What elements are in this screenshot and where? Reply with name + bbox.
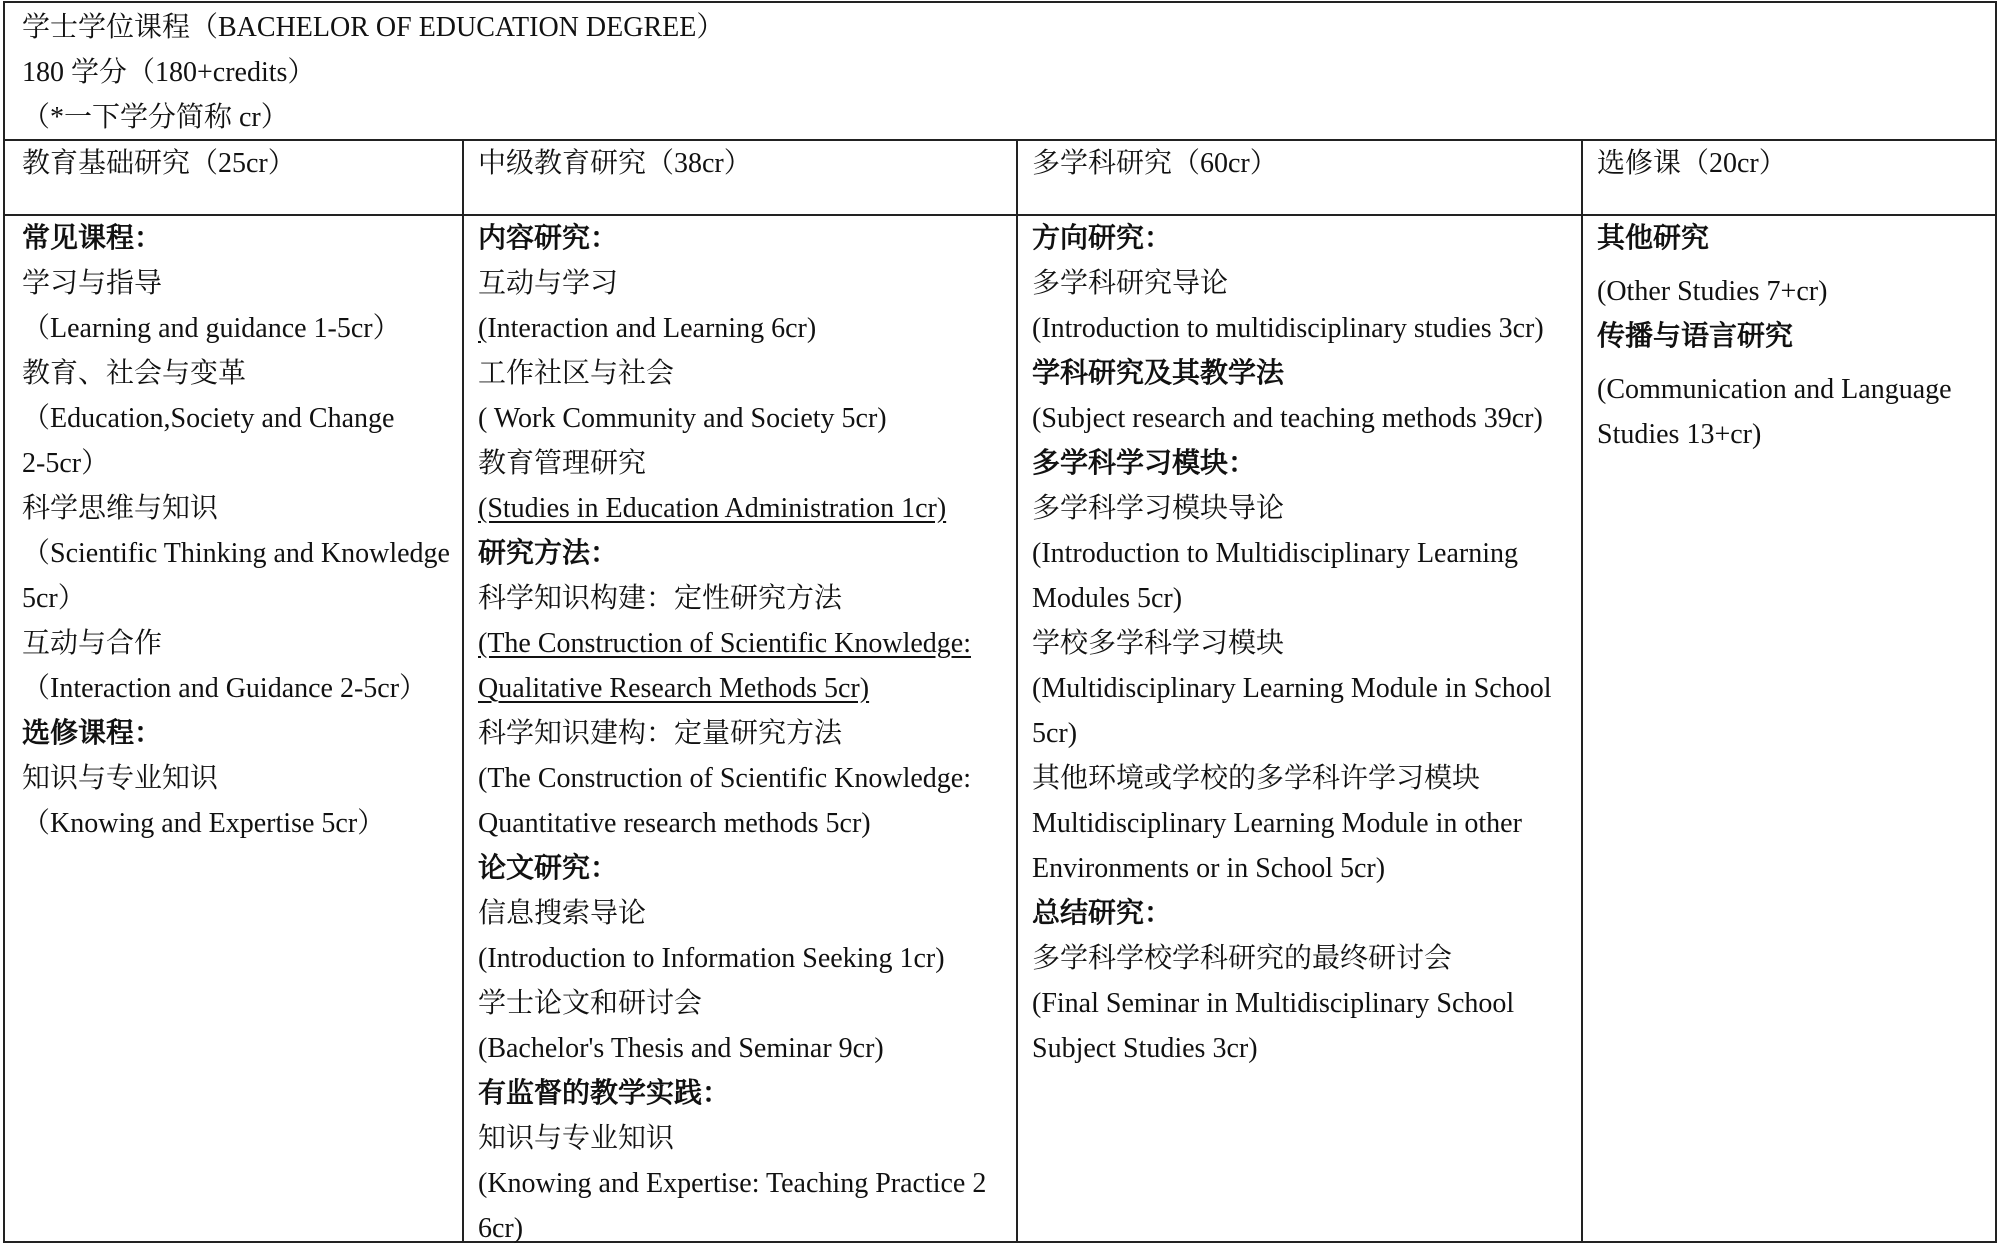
column-divider-2	[1016, 139, 1018, 1241]
course-detail: Subject Studies 3cr)	[1032, 1033, 1258, 1064]
column-title-intermediate: 中级教育研究（38cr）	[478, 148, 752, 179]
section-heading: 方向研究：	[1032, 223, 1173, 254]
course-detail: Multidisciplinary Learning Module in other	[1032, 808, 1522, 839]
foundation-course-list	[22, 216, 452, 846]
course-detail: （Scientific Thinking and Knowledge	[22, 538, 450, 569]
course-detail: Quantitative research methods 5cr)	[478, 808, 871, 839]
multidisciplinary-course-list	[1032, 216, 1572, 1071]
course-name: 知识与专业知识	[478, 1123, 675, 1154]
course-name: 互动与学习	[478, 268, 619, 299]
course-name: 学士论文和研讨会	[478, 988, 703, 1019]
course-name: 多学科学习模块导论	[1032, 493, 1285, 524]
course-name: 教育、社会与变革	[22, 358, 247, 389]
course-detail: （Interaction and Guidance 2-5cr）	[22, 673, 428, 704]
course-name: 多学科研究导论	[1032, 268, 1229, 299]
column-divider-3	[1581, 139, 1583, 1241]
section-heading: 论文研究：	[478, 853, 619, 884]
course-detail: (The Construction of Scientific Knowledge:	[478, 763, 971, 794]
course-name: 教育管理研究	[478, 448, 647, 479]
course-detail: 5cr)	[1032, 718, 1078, 749]
course-name: 知识与专业知识	[22, 763, 219, 794]
section-heading: 总结研究：	[1032, 898, 1173, 929]
course-detail-text: Interaction and Learning 6cr)	[487, 313, 817, 344]
course-name: 科学知识建构：定量研究方法	[478, 718, 843, 749]
course-name: 工作社区与社会	[478, 358, 675, 389]
underlined-parenthesis: (	[478, 313, 488, 344]
course-detail: (Introduction to Multidisciplinary Learning	[1032, 538, 1519, 569]
course-detail: （Knowing and Expertise 5cr）	[22, 808, 386, 839]
credit-note: （*一下学分简称 cr）	[22, 102, 289, 133]
course-detail: (Knowing and Expertise: Teaching Practice 2	[478, 1168, 987, 1199]
course-table	[3, 1, 1997, 1243]
section-heading: 内容研究：	[478, 223, 619, 254]
column-title-electives: 选修课（20cr）	[1597, 148, 1787, 179]
section-heading: 选修课程：	[22, 718, 163, 749]
course-detail: Studies 13+cr)	[1597, 419, 1762, 450]
degree-credits: 180 学分（180+credits）	[22, 57, 316, 88]
course-detail: ( Work Community and Society 5cr)	[478, 403, 887, 434]
course-detail: 2-5cr）	[22, 448, 110, 479]
course-detail: (Multidisciplinary Learning Module in School	[1032, 673, 1552, 704]
course-name: 互动与合作	[22, 628, 163, 659]
course-name: 多学科学校学科研究的最终研讨会	[1032, 943, 1453, 974]
course-detail: Environments or in School 5cr)	[1032, 853, 1386, 884]
course-detail: (Subject research and teaching methods 39cr)	[1032, 403, 1543, 434]
course-detail: (The Construction of Scientific Knowledge:	[478, 628, 971, 659]
course-detail: （Learning and guidance 1-5cr）	[22, 313, 401, 344]
section-heading: 有监督的教学实践：	[478, 1078, 731, 1109]
column-title-foundation: 教育基础研究（25cr）	[22, 148, 296, 179]
intermediate-course-list	[478, 216, 998, 1251]
section-heading: 其他研究	[1597, 223, 1710, 254]
course-detail: 6cr)	[478, 1213, 524, 1244]
section-heading: 传播与语言研究	[1597, 321, 1794, 352]
course-detail: (Studies in Education Administration 1cr)	[478, 493, 947, 524]
section-heading: 研究方法：	[478, 538, 619, 569]
section-heading: 常见课程：	[22, 223, 163, 254]
course-name: 学校多学科学习模块	[1032, 628, 1285, 659]
course-detail	[478, 306, 998, 351]
course-detail: (Bachelor's Thesis and Seminar 9cr)	[478, 1033, 884, 1064]
course-detail: (Other Studies 7+cr)	[1597, 276, 1828, 307]
course-name: 科学知识构建：定性研究方法	[478, 583, 843, 614]
course-detail: (Introduction to Information Seeking 1cr)	[478, 943, 945, 974]
column-divider-1	[462, 139, 464, 1241]
course-detail: （Education,Society and Change	[22, 403, 395, 434]
course-name: 其他环境或学校的多学科许学习模块	[1032, 763, 1481, 794]
course-detail: Modules 5cr)	[1032, 583, 1183, 614]
elective-course-list	[1597, 216, 1992, 457]
course-detail: 5cr）	[22, 583, 86, 614]
column-title-multidisciplinary: 多学科研究（60cr）	[1032, 148, 1278, 179]
section-heading: 学科研究及其教学法	[1032, 358, 1285, 389]
degree-title: 学士学位课程（BACHELOR OF EDUCATION DEGREE）	[22, 12, 725, 43]
course-detail: (Introduction to multidisciplinary studies 3cr)	[1032, 313, 1544, 344]
course-name: 科学思维与知识	[22, 493, 219, 524]
course-detail: (Final Seminar in Multidisciplinary School	[1032, 988, 1515, 1019]
course-name: 学习与指导	[22, 268, 163, 299]
course-detail: Qualitative Research Methods 5cr)	[478, 673, 870, 704]
section-heading: 多学科学习模块：	[1032, 448, 1257, 479]
course-detail: (Communication and Language	[1597, 374, 1952, 405]
course-name: 信息搜索导论	[478, 898, 647, 929]
